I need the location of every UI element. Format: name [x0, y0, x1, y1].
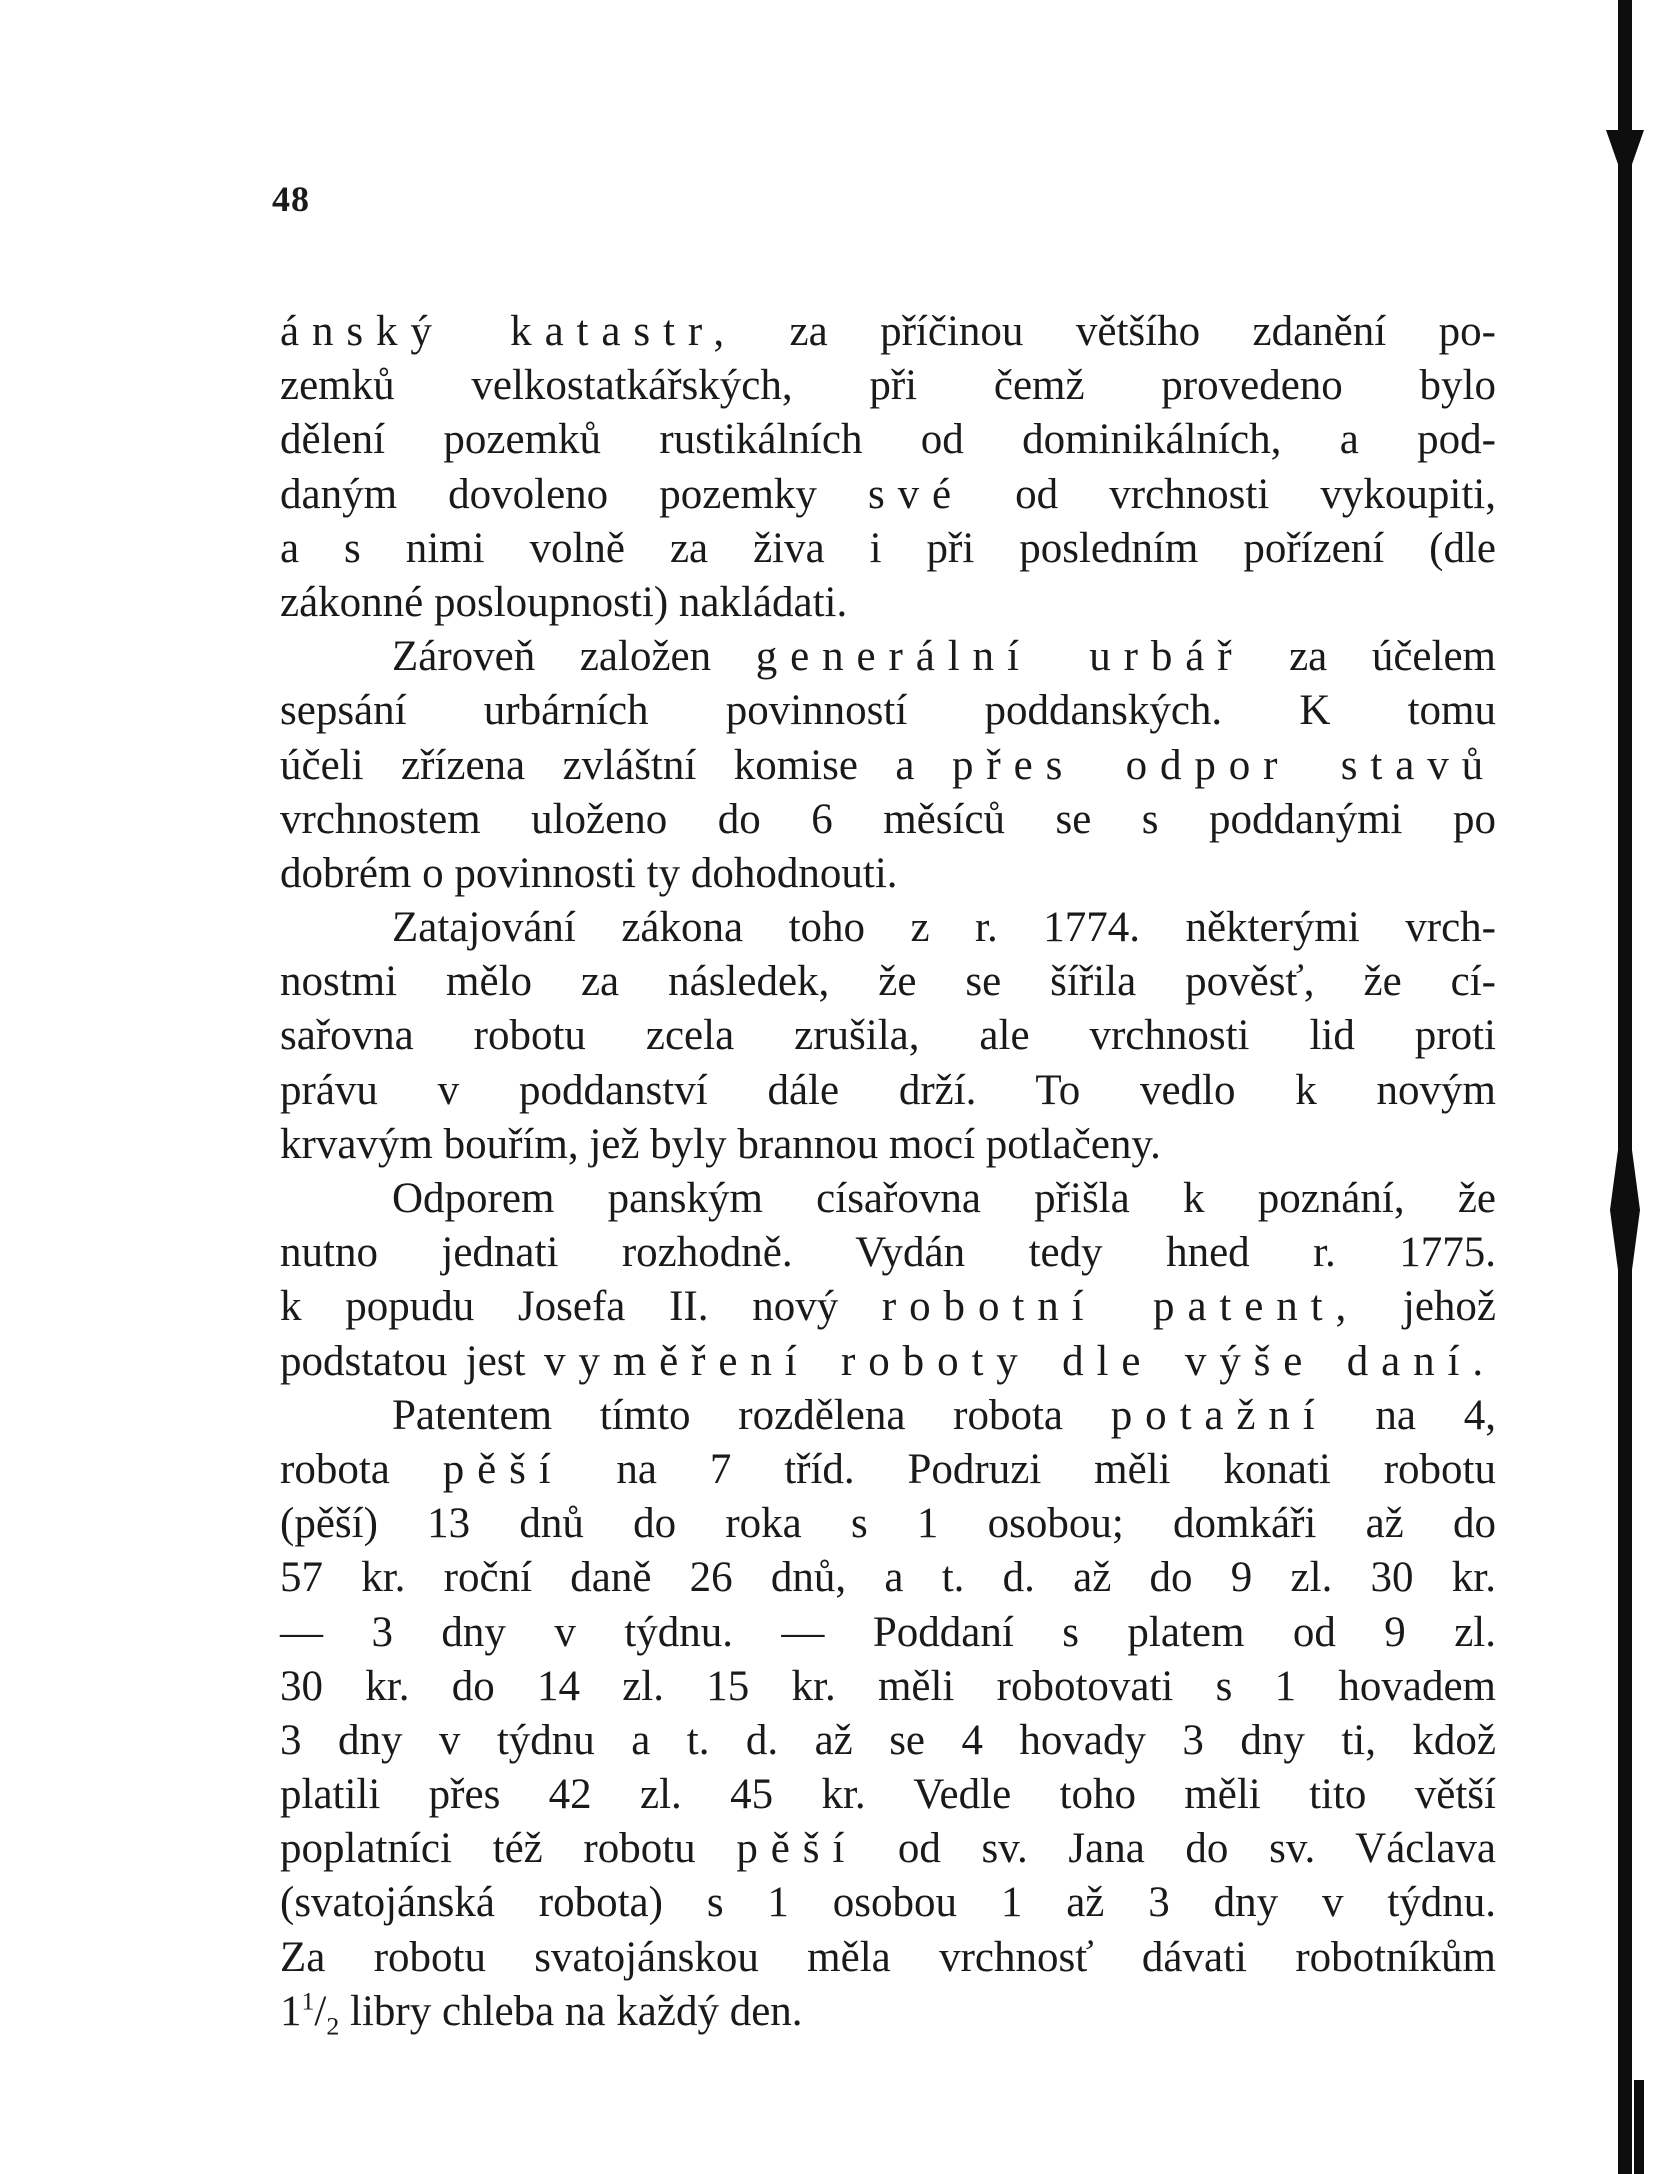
spaced-term: robotní patent, [881, 1283, 1360, 1331]
text-line: 57 kr. roční daně 26 dnů, a t. d. až do 9 zl. 30 kr. [280, 1554, 1496, 1602]
fraction-numerator: 1 [301, 1986, 315, 2016]
text-line: sepsání urbárních povinností poddanských. K tomu [280, 687, 1496, 735]
text-line [280, 1389, 1496, 1443]
text-line: (svatojánská robota) s 1 osobou 1 až 3 dny v týdnu. [280, 1879, 1496, 1927]
text-line: — 3 dny v týdnu. — Poddaní s platem od 9 zl. [280, 1608, 1496, 1656]
text-line: platili přes 42 zl. 45 kr. Vedle toho měli tito větší [280, 1771, 1496, 1819]
body-text [280, 305, 1496, 2039]
text-segment: daným dovoleno pozemky [280, 470, 869, 518]
text-line: dobrém o povinnosti ty dohodnouti. [280, 849, 898, 897]
spaced-term: ánský katastr, [280, 308, 738, 355]
text-line: (pěší) 13 dnů do roka s 1 osobou; domkáři až do [280, 1500, 1496, 1548]
text-line: právu v poddanství dále drží. To vedlo k novým [280, 1066, 1496, 1114]
text-segment: účeli zřízena zvláštní komise a [280, 741, 952, 789]
binding-mark-middle [1610, 1150, 1640, 1270]
text-line: 30 kr. do 14 zl. 15 kr. měli robotovati s 1 hovadem [280, 1662, 1496, 1710]
text-line [280, 630, 1496, 684]
spaced-term: generální urbář [755, 633, 1245, 681]
text-segment: na 7 tříd. Podruzi měli konati robotu [563, 1445, 1496, 1493]
spaced-term: své [868, 470, 965, 518]
text-segment: na 4, [1327, 1391, 1496, 1439]
text-line [280, 305, 1496, 359]
text-segment: za příčinou většího zdanění po- [737, 308, 1496, 355]
text-line [280, 1443, 1496, 1497]
text-line: zemků velkostatkářských, při čemž provedeno bylo [280, 362, 1496, 410]
text-line: krvavým bouřím, jež byly brannou mocí potlačeny. [280, 1120, 1161, 1168]
text-line: nutno jednati rozhodně. Vydán tedy hned r. 1775. [280, 1229, 1496, 1277]
fraction-slash: / [314, 1987, 327, 2035]
binding-mark-top [1606, 130, 1644, 210]
spaced-term: přes odpor stavů [951, 741, 1497, 789]
text-line [280, 1280, 1496, 1334]
text-line: nostmi mělo za následek, že se šířila pověsť, že cí- [280, 958, 1496, 1006]
spaced-term: pěší [442, 1445, 564, 1493]
text-line: vrchnostem uloženo do 6 měsíců se s poddanými po [280, 795, 1496, 843]
spaced-term: pěší [736, 1825, 858, 1873]
binding-mark-bottom [1634, 2080, 1644, 2174]
text-line: dělení pozemků rustikálních od dominikálních, a pod- [280, 416, 1496, 464]
text-segment: od vrchnosti vykoupiti, [964, 470, 1496, 518]
text-line: zákonné posloupnosti) nakládati. [280, 578, 848, 626]
text-segment: libry chleba na každý den. [339, 1987, 803, 2035]
text-segment: od sv. Jana do sv. Václava [857, 1825, 1497, 1873]
spaced-term: potažní [1110, 1391, 1328, 1439]
text-segment: podstatou jest [280, 1337, 545, 1385]
text-segment: poplatníci též robotu [280, 1825, 737, 1873]
text-line: Zatajování zákona toho z r. 1774. některými vrch- [392, 904, 1496, 952]
text-segment: jehož [1359, 1283, 1497, 1331]
binding-edge [1618, 0, 1632, 2174]
text-segment: 1 [280, 1987, 302, 2035]
text-line [280, 1822, 1496, 1876]
text-line: 3 dny v týdnu a t. d. až se 4 hovady 3 dny ti, kdož [280, 1716, 1496, 1764]
page-number: 48 [272, 179, 310, 219]
text-segment: Patentem tímto rozdělena robota [392, 1391, 1111, 1439]
text-line: sařovna robotu zcela zrušila, ale vrchnosti lid proti [280, 1012, 1496, 1060]
text-line [280, 468, 1496, 522]
spaced-term: vyměření roboty dle výše daní. [544, 1337, 1496, 1385]
text-segment: robota [280, 1445, 443, 1493]
text-segment: Zároveň založen [392, 633, 756, 681]
text-line [280, 739, 1496, 793]
fraction-denominator: 2 [326, 2011, 340, 2041]
text-segment: za účelem [1244, 633, 1496, 681]
text-line [280, 1985, 1496, 2039]
text-segment: k popudu Josefa II. nový [280, 1283, 882, 1331]
text-line: Odporem panským císařovna přišla k poznání, že [392, 1175, 1496, 1222]
text-line: a s nimi volně za živa i při posledním pořízení (dle [280, 524, 1496, 572]
text-line: Za robotu svatojánskou měla vrchnosť dávati robotníkům [280, 1933, 1496, 1981]
text-line [280, 1335, 1496, 1389]
